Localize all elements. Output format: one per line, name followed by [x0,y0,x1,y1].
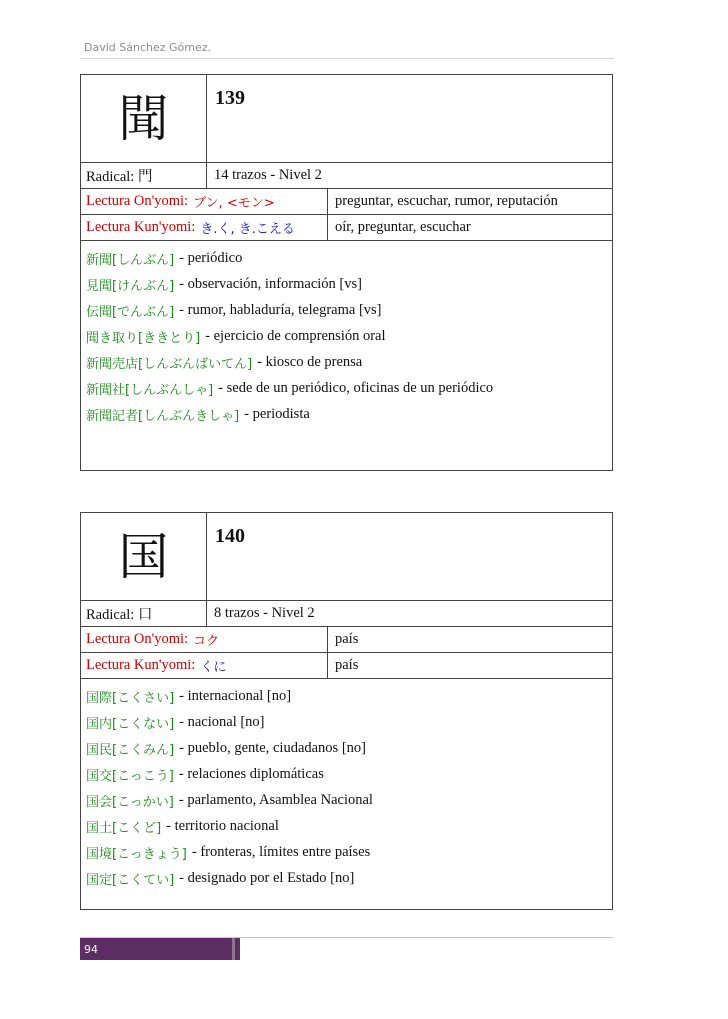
vocab-meaning: - territorio nacional [166,817,279,834]
kunyomi-meaning: oír, preguntar, escuchar [335,219,471,235]
onyomi-row [81,627,612,653]
radical-row [81,163,612,189]
vocabulary-list [81,241,612,427]
vocab-word: 国土[こくど] [86,820,162,836]
radical-label: Radical: 門 [81,163,207,188]
vocab-item [86,787,612,813]
page-number-box [80,938,240,960]
kunyomi-row [81,215,612,241]
vocab-word: 伝聞[でんぶん] [86,304,175,320]
onyomi-row [81,189,612,215]
vocab-meaning: - nacional [no] [179,713,265,730]
vocab-meaning: - fronteras, límites entre países [191,843,371,860]
kanji-number: 140 [215,525,245,547]
kanji-header-row [81,75,612,163]
kunyomi-reading: き.く, き.こえる [200,222,295,237]
kanji-character: 国 [81,513,207,600]
vocab-word: 新聞売店[しんぶんばいてん] [86,356,253,372]
vocab-meaning: - observación, información [vs] [179,275,362,292]
kanji-number: 139 [215,87,245,109]
vocab-word: 国会[こっかい] [86,794,174,810]
footer-accent [232,938,235,960]
vocab-meaning: - ejercicio de comprensión oral [205,327,386,344]
radical-label: Radical: 口 [81,601,207,626]
vocab-item [86,375,612,401]
vocabulary-list [81,679,612,891]
vocab-meaning: - periódico [179,249,243,266]
vocab-item [86,245,612,271]
kunyomi-reading: くに [200,660,227,675]
vocab-meaning: - sede de un periódico, oficinas de un periódico [218,379,494,396]
kanji-card [80,512,613,910]
vocab-word: 新聞記者[しんぶんきしゃ] [86,408,240,424]
vocab-item [86,297,612,323]
vocab-item [86,761,612,787]
vocab-word: 新聞[しんぶん] [86,252,175,268]
vocab-item [86,683,612,709]
vocab-item [86,839,612,865]
vocab-word: 国交[こっこう] [86,768,174,784]
kunyomi-row [81,653,612,679]
vocab-item [86,323,612,349]
vocab-word: 見聞[けんぶん] [86,278,175,294]
vocab-meaning: - designado por el Estado [no] [179,869,355,886]
kanji-header-row [81,513,612,601]
vocab-word: 国民[こくみん] [86,742,175,758]
page-number: 94 [84,942,98,956]
vocab-item [86,401,612,427]
onyomi-reading: ブン, <モン> [193,196,275,211]
vocab-meaning: - rumor, habladuría, telegrama [vs] [179,301,382,318]
author-name: David Sánchez Gómez. [84,41,212,54]
onyomi-reading: コク [193,634,220,649]
vocab-item [86,865,612,891]
stroke-count: 14 trazos - Nivel 2 [214,167,322,183]
vocab-word: 国内[こくない] [86,716,175,732]
vocab-meaning: - parlamento, Asamblea Nacional [178,791,373,808]
vocab-word: 国境[こっきょう] [86,846,187,862]
kanji-card [80,74,613,471]
onyomi-label: Lectura On'yomi: [86,631,189,647]
onyomi-meaning: país [335,631,359,647]
vocab-word: 聞き取り[ききとり] [86,330,201,346]
vocab-item [86,271,612,297]
vocab-word: 国際[こくさい] [86,690,175,706]
kunyomi-label: Lectura Kun'yomi: [86,219,196,235]
onyomi-label: Lectura On'yomi: [86,193,189,209]
onyomi-meaning: preguntar, escuchar, rumor, reputación [335,193,558,209]
vocab-meaning: - pueblo, gente, ciudadanos [no] [179,739,366,756]
vocab-item [86,709,612,735]
vocab-item [86,735,612,761]
kanji-character: 聞 [81,75,207,162]
header-divider [80,58,614,59]
radical-row [81,601,612,627]
vocab-meaning: - internacional [no] [179,687,292,704]
vocab-meaning: - periodista [244,405,310,422]
vocab-item [86,349,612,375]
vocab-meaning: - relaciones diplomáticas [178,765,324,782]
kunyomi-meaning: país [335,657,359,673]
vocab-meaning: - kiosco de prensa [257,353,363,370]
vocab-item [86,813,612,839]
stroke-count: 8 trazos - Nivel 2 [214,605,315,621]
vocab-word: 国定[こくてい] [86,872,175,888]
kunyomi-label: Lectura Kun'yomi: [86,657,196,673]
vocab-word: 新聞社[しんぶんしゃ] [86,382,214,398]
